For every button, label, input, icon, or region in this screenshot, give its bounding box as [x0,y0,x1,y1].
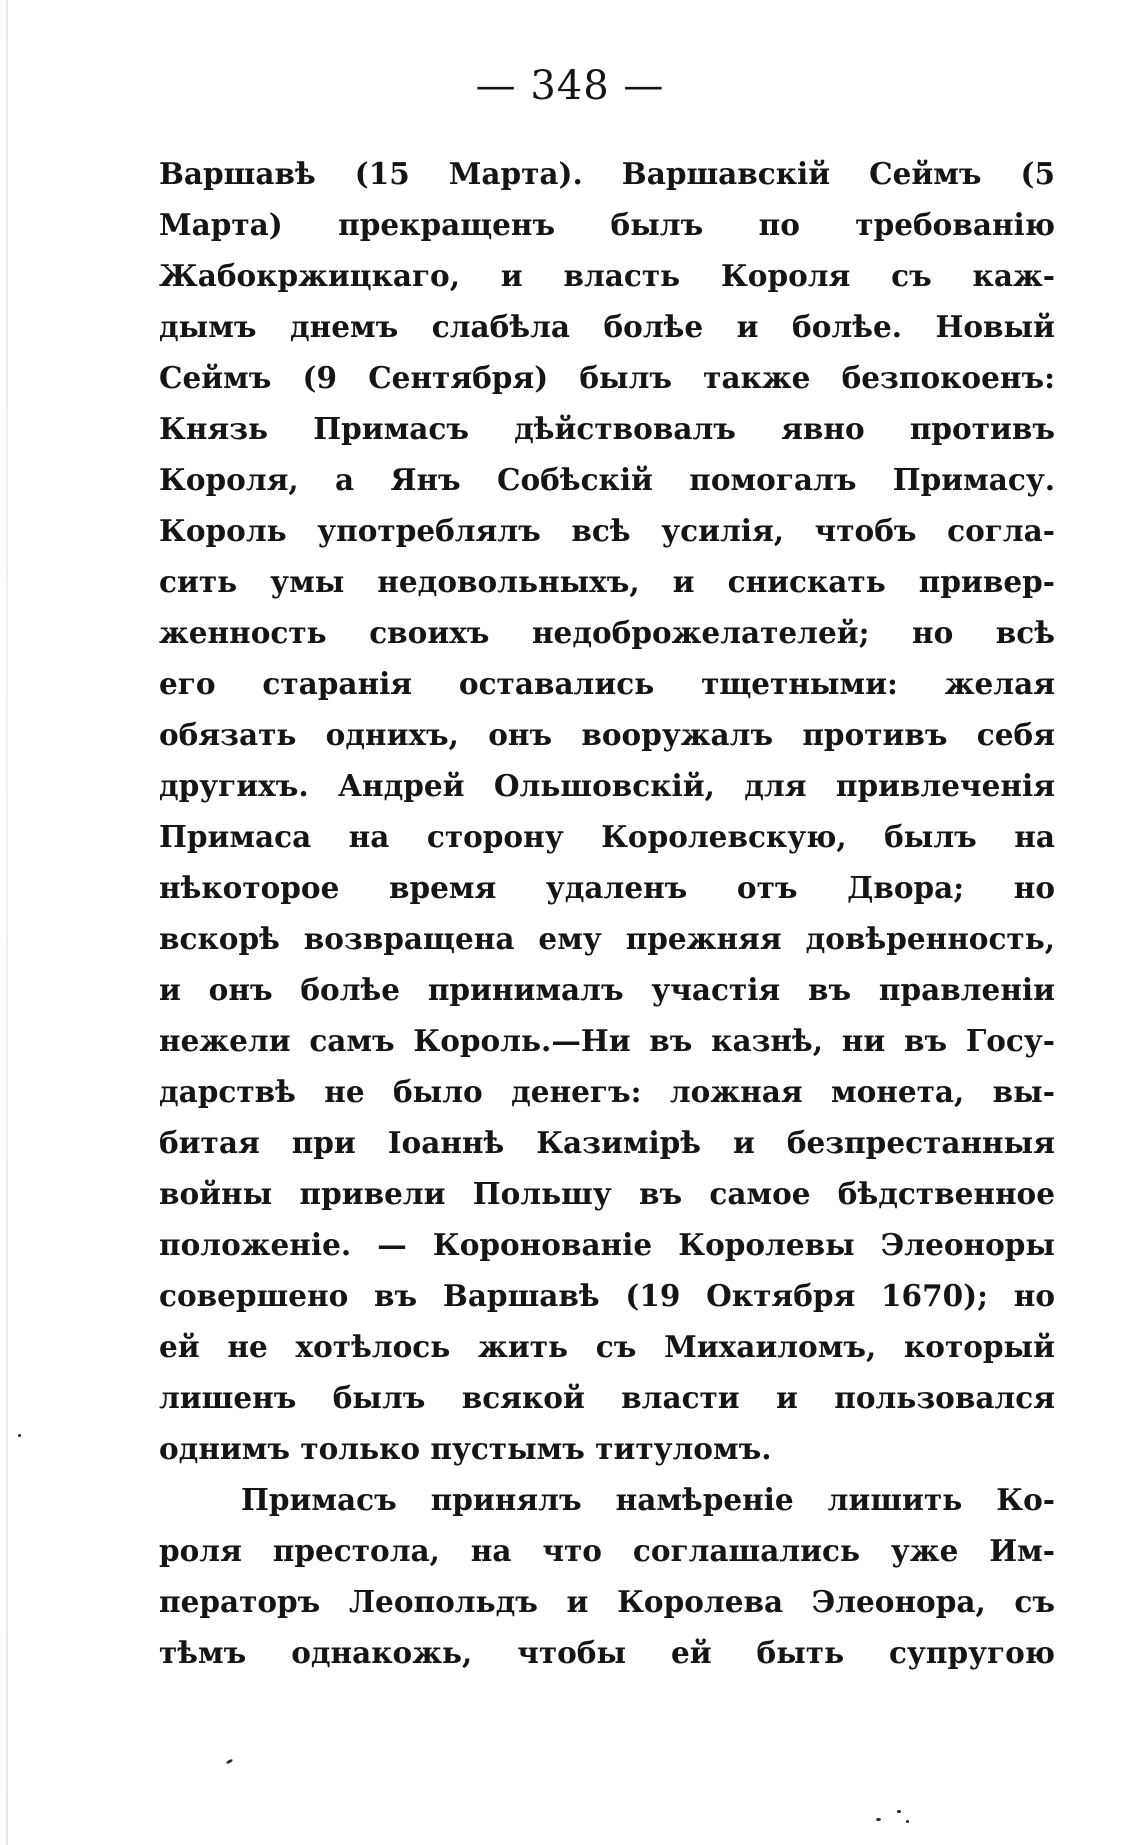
text-line: его старанія оставались тщетными: желая [159,666,1055,701]
text-line: роля престола, на что соглашались уже Им- [159,1533,1055,1568]
page-number: — 348 — [475,63,665,109]
text-line: лишенъ былъ всякой власти и пользовался [159,1380,1055,1415]
text-line: Примаса на сторону Королевскую, былъ на [159,819,1055,854]
text-line: сить умы недовольныхъ, и снискать привер- [159,564,1055,599]
text-line: Примасъ принялъ намѣреніе лишить Ко- [241,1482,1055,1517]
text-line: и онъ болѣе принималъ участія въ правленіи [159,972,1055,1007]
text-line: Варшавѣ (15 Марта). Варшавскій Сеймъ (5 [159,156,1055,191]
text-line: обязать однихъ, онъ вооружалъ противъ себя [159,717,1055,752]
paragraph-2 [159,1474,1055,1678]
text-line: тѣмъ однакожь, чтобы ей быть супругою [159,1635,1055,1670]
scan-speck [897,1810,901,1813]
text-line: вскорѣ возвращена ему прежняя довѣренность, [159,921,1055,956]
text-line: ей не хотѣлось жить съ Михаиломъ, который [159,1329,1055,1364]
text-line: ператоръ Леопольдъ и Королева Элеонора, съ [159,1584,1055,1619]
text-line: Марта) прекращенъ былъ по требованію [159,207,1055,242]
text-line: Короля, а Янъ Собѣскій помогалъ Примасу. [159,462,1055,497]
scan-edge-shadow [6,0,8,1845]
text-line: совершено въ Варшавѣ (19 Октября 1670); но [159,1278,1055,1313]
text-line: Сеймъ (9 Сентября) былъ также безпокоенъ: [159,360,1055,395]
text-line: другихъ. Андрей Ольшовскій, для привлеченія [159,768,1055,803]
scan-speck [906,1820,909,1823]
text-line: войны привели Польшу въ самое бѣдственное [159,1176,1055,1211]
text-line: битая при Іоаннѣ Казимірѣ и безпрестанныя [159,1125,1055,1160]
scan-speck [226,1758,234,1764]
text-line: положеніе. — Коронованіе Королевы Элеоноры [159,1227,1055,1262]
text-line: Князь Примасъ дѣйствовалъ явно противъ [159,411,1055,446]
scan-speck [876,1818,881,1821]
text-line: женность своихъ недоброжелателей; но всѣ [159,615,1055,650]
paragraph-1 [159,148,1055,1474]
text-line: Король употреблялъ всѣ усилія, чтобъ согла- [159,513,1055,548]
text-line: нежели самъ Король.—Ни въ казнѣ, ни въ Госу- [159,1023,1055,1058]
text-line: дымъ днемъ слабѣла болѣе и болѣе. Новый [159,309,1055,344]
text-line: Жабокржицкаго, и власть Короля съ каж- [159,258,1055,293]
text-line: нѣкоторое время удаленъ отъ Двора; но [159,870,1055,905]
text-line: дарствѣ не было денегъ: ложная монета, вы- [159,1074,1055,1109]
text-line: однимъ только пустымъ титуломъ. [159,1431,772,1466]
scan-speck [18,1434,21,1437]
body-text [159,148,1055,1678]
